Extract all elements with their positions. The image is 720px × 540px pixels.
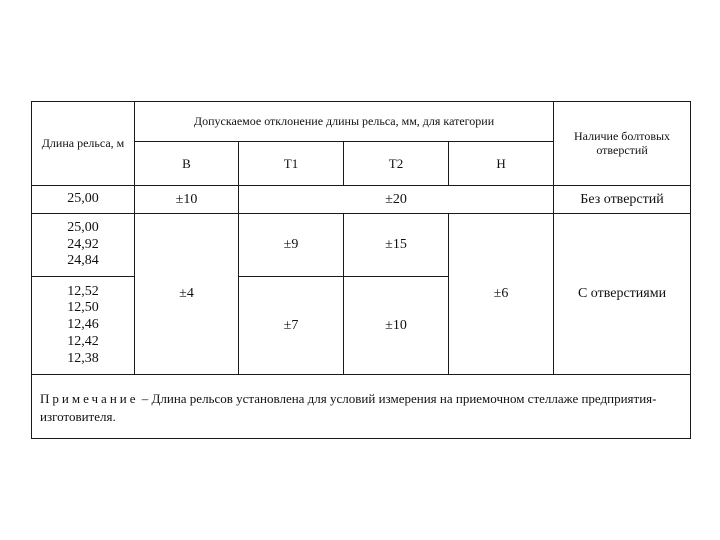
header-category-b: В <box>135 142 239 186</box>
row1-holes: Без отверстий <box>554 186 691 214</box>
group3-lengths <box>32 277 135 375</box>
length-value: 12,52 <box>67 283 99 299</box>
header-category-h: Н <box>449 142 554 186</box>
length-value: 24,84 <box>67 253 99 269</box>
deviation-b-common: ±4 <box>135 214 239 375</box>
rail-length-table <box>31 101 691 439</box>
length-value: 12,46 <box>67 317 99 333</box>
header-allowed-deviation: Допускаемое отклонение длины рельса, мм, для категории <box>135 102 554 142</box>
group2-deviation-t2: ±15 <box>344 214 449 277</box>
group2-lengths <box>32 214 135 277</box>
row1-deviation-b: ±10 <box>135 186 239 214</box>
header-rail-length: Длина рельса, м <box>32 102 135 186</box>
header-category-t2: Т2 <box>344 142 449 186</box>
row1-deviation-t1-t2-h: ±20 <box>239 186 554 214</box>
row1-length: 25,00 <box>32 186 135 214</box>
group3-deviation-t1: ±7 <box>239 277 344 375</box>
group2-deviation-t1: ±9 <box>239 214 344 277</box>
length-value: 12,42 <box>67 333 99 349</box>
group3-deviation-t2: ±10 <box>344 277 449 375</box>
length-value: 12,38 <box>67 350 99 366</box>
table-note <box>32 375 691 439</box>
note-label: Примечание <box>40 390 139 406</box>
header-category-t1: Т1 <box>239 142 344 186</box>
deviation-h-common: ±6 <box>449 214 554 375</box>
length-value: 24,92 <box>67 236 99 252</box>
note-text: – Длина рельсов установлена для условий измерения на приемочном стеллаже предприятия-изготовителя. <box>40 390 657 424</box>
header-bolt-holes: Наличие болтовых отверстий <box>554 102 691 186</box>
length-value: 12,50 <box>67 300 99 316</box>
holes-common: С отверстиями <box>554 214 691 375</box>
length-value: 25,00 <box>67 219 99 235</box>
